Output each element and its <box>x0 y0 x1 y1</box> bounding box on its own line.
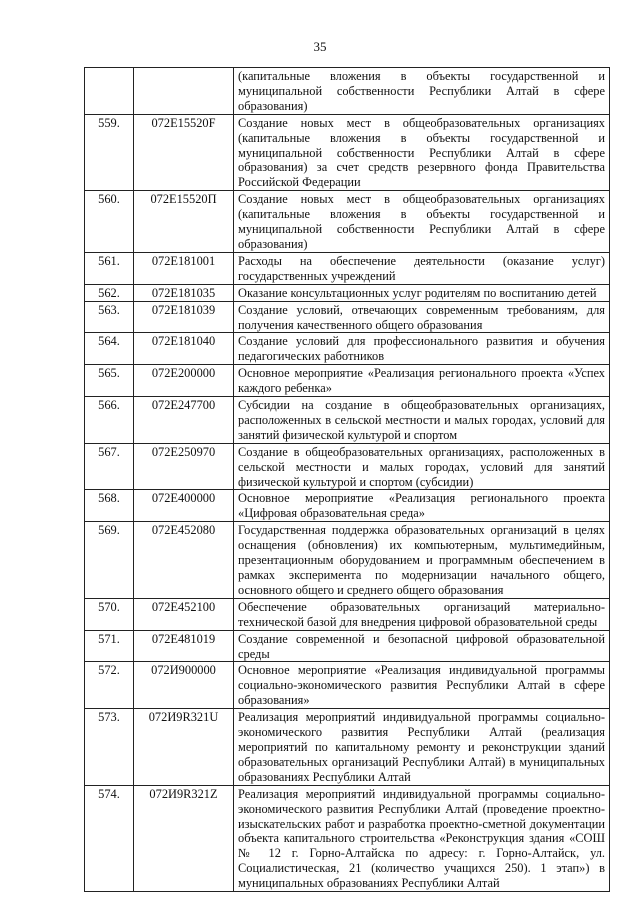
row-number: 567. <box>85 443 134 490</box>
classification-code <box>134 68 234 115</box>
row-number: 561. <box>85 252 134 284</box>
table-row <box>85 191 610 253</box>
row-number: 562. <box>85 284 134 301</box>
row-number <box>85 68 134 115</box>
row-description: Государственная поддержка образовательных организаций в целях оснащения (обновления) их компьютерным, мультимедийным, презентационным оборудованием и программным обеспечением в рамках эксперимента по модернизации начального общего, основного общего и среднего общего образования <box>234 522 610 599</box>
table-row <box>85 114 610 191</box>
table-row <box>85 443 610 490</box>
classification-code: 072E181040 <box>134 333 234 365</box>
row-number: 568. <box>85 490 134 522</box>
row-description: Оказание консультационных услуг родителям по воспитанию детей <box>234 284 610 301</box>
row-description: (капитальные вложения в объекты государственной и муниципальной собственности Республики Алтай в сфере образования) <box>234 68 610 115</box>
row-description: Создание современной и безопасной цифровой образовательной среды <box>234 630 610 662</box>
row-description: Создание новых мест в общеобразовательных организациях (капитальные вложения в объекты государственной и муниципальной собственности Республики Алтай в сфере образования) за счет средств резервного фонда Правительства Российской Федерации <box>234 114 610 191</box>
row-description: Реализация мероприятий индивидуальной программы социально-экономического развития Республики Алтай (реализация мероприятий по капитальному ремонту и реконструкции зданий образовательных организаций Республики Алтай) в муниципальных образованиях Республики Алтай <box>234 709 610 786</box>
classification-code: 072E250970 <box>134 443 234 490</box>
row-description: Расходы на обеспечение деятельности (оказание услуг) государственных учреждений <box>234 252 610 284</box>
table-row <box>85 284 610 301</box>
row-description: Основное мероприятие «Реализация индивидуальной программы социально-экономического развития Республики Алтай в сфере образования» <box>234 662 610 709</box>
table-row <box>85 397 610 444</box>
table-row <box>85 490 610 522</box>
page-number: 35 <box>313 39 327 54</box>
classification-code: 072E200000 <box>134 365 234 397</box>
classification-code: 072И9R321U <box>134 709 234 786</box>
classification-code: 072E400000 <box>134 490 234 522</box>
table-row <box>85 68 610 115</box>
row-number: 563. <box>85 301 134 333</box>
table-row <box>85 662 610 709</box>
table-row <box>85 630 610 662</box>
row-number: 574. <box>85 785 134 891</box>
row-number: 572. <box>85 662 134 709</box>
classification-code: 072E181035 <box>134 284 234 301</box>
row-number: 560. <box>85 191 134 253</box>
table-row <box>85 785 610 891</box>
table-row <box>85 598 610 630</box>
classification-code: 072E452080 <box>134 522 234 599</box>
classification-code: 072E15520П <box>134 191 234 253</box>
row-number: 565. <box>85 365 134 397</box>
table-row <box>85 709 610 786</box>
classification-code: 072И9R321Z <box>134 785 234 891</box>
classification-code: 072E181039 <box>134 301 234 333</box>
row-description: Создание условий для профессионального развития и обучения педагогических работников <box>234 333 610 365</box>
row-number: 566. <box>85 397 134 444</box>
classification-code: 072E15520F <box>134 114 234 191</box>
table-row <box>85 252 610 284</box>
classification-code: 072И900000 <box>134 662 234 709</box>
row-description: Реализация мероприятий индивидуальной программы социально-экономического развития Республики Алтай (проведение проектно-изыскательских работ и разработка проектно-сметной документации объекта капитального строительства «Реконструкция здания «СОШ № 12 г. Горно-Алтайска по адресу: г. Горно-Алтайск, ул. Социалистическая, 21 (количество учащихся 250). 1 этап») в муниципальных образованиях Республики Алтай <box>234 785 610 891</box>
row-description: Обеспечение образовательных организаций материально-технической базой для внедрения цифровой образовательной среды <box>234 598 610 630</box>
row-number: 559. <box>85 114 134 191</box>
row-number: 564. <box>85 333 134 365</box>
row-description: Субсидии на создание в общеобразовательных организациях, расположенных в сельской местности и малых городах, условий для занятий физической культурой и спортом <box>234 397 610 444</box>
row-number: 571. <box>85 630 134 662</box>
budget-codes-table <box>84 67 610 892</box>
classification-code: 072E452100 <box>134 598 234 630</box>
table-row <box>85 301 610 333</box>
row-number: 573. <box>85 709 134 786</box>
row-description: Основное мероприятие «Реализация регионального проекта «Цифровая образовательная среда» <box>234 490 610 522</box>
classification-code: 072E481019 <box>134 630 234 662</box>
row-number: 570. <box>85 598 134 630</box>
table-row <box>85 522 610 599</box>
classification-code: 072E181001 <box>134 252 234 284</box>
classification-code: 072E247700 <box>134 397 234 444</box>
table-row <box>85 333 610 365</box>
row-description: Создание новых мест в общеобразовательных организациях (капитальные вложения в объекты государственной и муниципальной собственности Республики Алтай в сфере образования) <box>234 191 610 253</box>
table-row <box>85 365 610 397</box>
row-number: 569. <box>85 522 134 599</box>
row-description: Создание условий, отвечающих современным требованиям, для получения качественного общего образования <box>234 301 610 333</box>
row-description: Создание в общеобразовательных организациях, расположенных в сельской местности и малых городах, условий для занятий физической культурой и спортом (субсидии) <box>234 443 610 490</box>
row-description: Основное мероприятие «Реализация регионального проекта «Успех каждого ребенка» <box>234 365 610 397</box>
